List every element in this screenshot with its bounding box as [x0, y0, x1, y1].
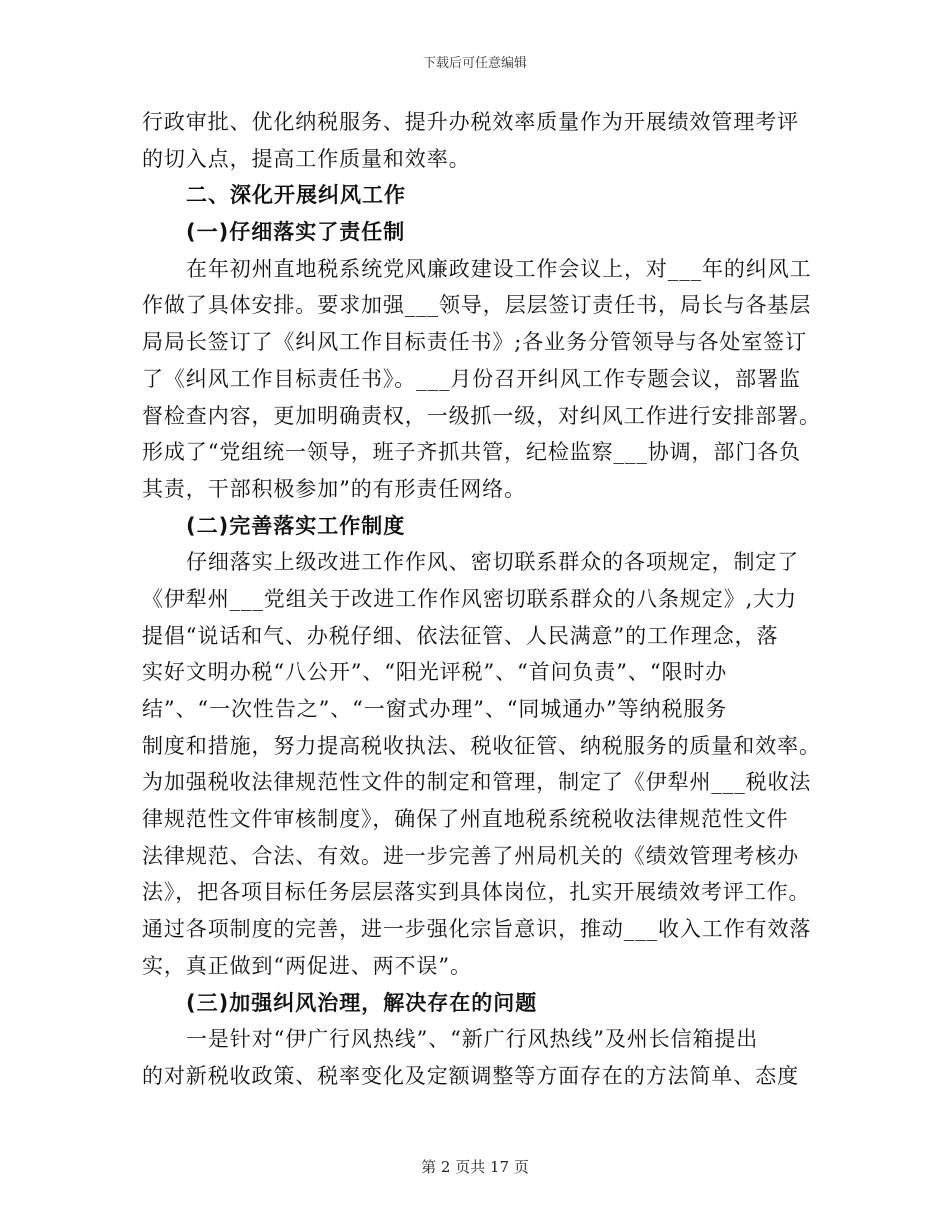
text-line: 结”、“一次性告之”、“一窗式办理”、“同城通办”等纳税服务 — [142, 697, 728, 721]
text-line: 的切入点，提高工作质量和效率。 — [142, 146, 471, 171]
text-line: 实好文明办税“八公开”、“阳光评税”、“首问负责”、“限时办 — [142, 660, 728, 685]
text-line: 局局长签订了《纠风工作目标责任书》;各业务分管领导与各处室签订 — [142, 330, 807, 355]
text-line: 实，真正做到“两促进、两不误”。 — [142, 953, 472, 978]
text-line: 督检查内容，更加明确责权，一级抓一级，对纠风工作进行安排部署。 — [142, 403, 821, 428]
section-heading: 二、深化开展纠风工作 — [186, 183, 406, 208]
page-header-note: 下载后可任意编辑 — [422, 56, 527, 71]
text-line: 为加强税收法律规范性文件的制定和管理，制定了《伊犁州___税收法 — [142, 770, 812, 795]
text-line: 《伊犁州___党组关于改进工作作风密切联系群众的八条规定》,大力 — [142, 586, 797, 611]
text-line: 行政审批、优化纳税服务、提升办税效率质量作为开展绩效管理考评 — [142, 110, 799, 134]
text-line: 了《纠风工作目标责任书》。___月份召开纠风工作专题会议，部署监 — [142, 366, 801, 391]
text-line: 法律规范、合法、有效。进一步完善了州局机关的《绩效管理考核办 — [142, 843, 799, 868]
text-line: 作做了具体安排。要求加强___领导，层层签订责任书，局长与各基层 — [142, 293, 812, 318]
text-line: 其责，干部积极参加”的有形责任网络。 — [142, 476, 526, 501]
text-line: 的对新税收政策、税率变化及定额调整等方面存在的方法简单、态度 — [142, 1063, 799, 1088]
subsection-heading: (一)仔细落实了责任制 — [186, 220, 406, 245]
text-line: 形成了“党组统一领导，班子齐抓共管，纪检监察___协调，部门各负 — [142, 440, 802, 465]
paragraph-first-line: 在年初州直地税系统党风廉政建设工作会议上，对___年的纠风工 — [186, 256, 812, 281]
text-line: 通过各项制度的完善，进一步强化宗旨意识，推动___收入工作有效落 — [142, 917, 812, 942]
text-line: 法》，把各项目标任务层层落实到具体岗位，扎实开展绩效考评工作。 — [142, 880, 811, 905]
text-line: 制度和措施，努力提高税收执法、税收征管、纳税服务的质量和效率。 — [142, 733, 821, 758]
subsection-heading: (三)加强纠风治理，解决存在的问题 — [186, 990, 538, 1015]
paragraph-first-line: 一是针对“伊广行风热线”、“新广行风热线”及州长信箱提出 — [186, 1027, 759, 1052]
subsection-heading: (二)完善落实工作制度 — [186, 513, 406, 538]
text-line: 提倡“说话和气、办税仔细、依法征管、人民满意”的工作理念，落 — [142, 623, 779, 648]
page-number: 第 2 页共 17 页 — [421, 1158, 529, 1176]
paragraph-first-line: 仔细落实上级改进工作作风、密切联系群众的各项规定，制定了 — [186, 550, 800, 575]
text-line: 律规范性文件审核制度》，确保了州直地税系统税收法律规范性文件 — [142, 807, 789, 832]
document-body — [142, 104, 821, 1095]
